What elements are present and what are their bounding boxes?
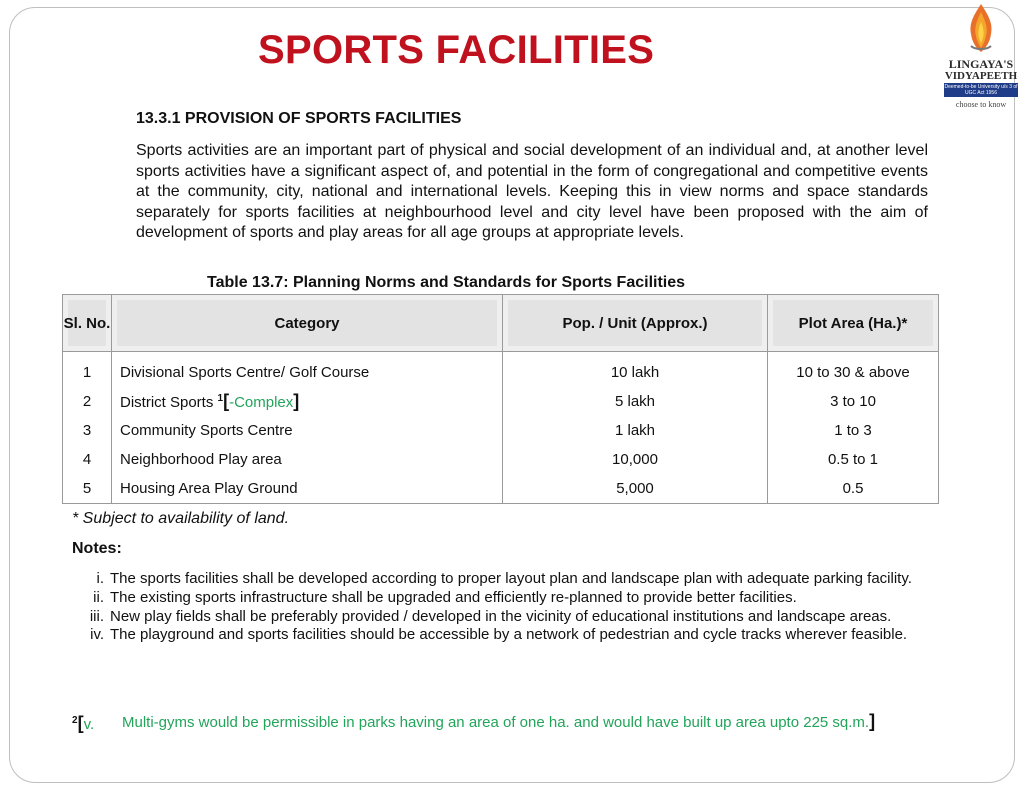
inserted-text: -Complex [229, 394, 294, 411]
footnote-bracket-open: [ [77, 713, 84, 733]
cell-sl: 1 [63, 352, 112, 388]
note-text: New play fields shall be preferably provided / developed in the vicinity of educational institutions and landscape areas. [110, 607, 892, 625]
note-number: iv. [90, 626, 104, 644]
cell-category: Neighborhood Play area [112, 445, 503, 474]
section-heading: 13.3.1 PROVISION OF SPORTS FACILITIES [136, 110, 462, 127]
table-row [63, 474, 939, 504]
cell-category: Divisional Sports Centre/ Golf Course [112, 352, 503, 388]
cell-plot-area: 0.5 to 1 [768, 445, 939, 474]
footnote-bracket-close: ] [869, 711, 876, 731]
cell-population: 5,000 [503, 474, 768, 504]
list-item [72, 589, 928, 608]
table-row [63, 387, 939, 416]
cell-sl: 4 [63, 445, 112, 474]
logo-line-1: LINGAYA'S [948, 57, 1014, 71]
section-paragraph: Sports activities are an important part of physical and social development of an individual and, at another level sports activities have a significant aspect of, and potential in the form of congregational and competitive events at the community, city, national and international levels. Keeping this in view norms and space standards separately for sports facilities at neighbourhood level and city level have been proposed with the aim of development of sports and play areas for all age groups at appropriate levels. [136, 142, 928, 242]
logo-line-3: Deemed-to-be University u/s 3 of UGC Act 1956 [944, 84, 1018, 96]
table-row [63, 352, 939, 388]
notes-list [72, 570, 928, 645]
list-item [72, 626, 928, 645]
cell-sl: 3 [63, 416, 112, 445]
header-plot-area: Plot Area (Ha.)* [768, 295, 939, 352]
flame-icon [963, 2, 999, 56]
note-number: iii. [89, 607, 104, 625]
table-header-row [63, 295, 939, 352]
sports-norms-table [62, 294, 939, 504]
footnote-body [122, 710, 928, 736]
footnote-number: v. [83, 716, 95, 733]
cell-sl: 2 [63, 387, 112, 416]
category-text: District Sports [120, 394, 218, 411]
list-item [72, 570, 928, 589]
footnote-text: Multi-gyms would be permissible in parks having an area of one ha. and would have built up area upto 225 sq.m. [122, 714, 870, 731]
footnote-marker: 1 [217, 393, 224, 404]
footnote-mark [72, 710, 122, 736]
footnote [72, 710, 928, 736]
cell-category [112, 387, 503, 416]
university-logo [940, 2, 1022, 118]
cell-plot-area: 0.5 [768, 474, 939, 504]
note-text: The sports facilities shall be developed according to proper layout plan and landscape plan with adequate parking facility. [110, 570, 912, 587]
list-item [72, 608, 928, 627]
table-row [63, 416, 939, 445]
cell-plot-area: 3 to 10 [768, 387, 939, 416]
header-category: Category [112, 295, 503, 352]
cell-population: 10,000 [503, 445, 768, 474]
table-row [63, 445, 939, 474]
cell-population: 10 lakh [503, 352, 768, 388]
cell-plot-area: 1 to 3 [768, 416, 939, 445]
note-number: i. [96, 570, 104, 587]
header-population: Pop. / Unit (Approx.) [503, 295, 768, 352]
cell-plot-area: 10 to 30 & above [768, 352, 939, 388]
notes-heading: Notes: [72, 540, 122, 557]
note-number: ii. [93, 588, 104, 606]
logo-line-2: VIDYAPEETH [944, 70, 1018, 82]
bracket-open: [ [223, 391, 230, 411]
availability-note: * Subject to availability of land. [72, 510, 290, 527]
cell-category: Community Sports Centre [112, 416, 503, 445]
bracket-close: ] [293, 391, 300, 411]
slide-title: SPORTS FACILITIES [258, 28, 655, 72]
footnote-sup: 2 [72, 715, 78, 726]
cell-sl: 5 [63, 474, 112, 504]
cell-population: 1 lakh [503, 416, 768, 445]
cell-population: 5 lakh [503, 387, 768, 416]
table-caption: Table 13.7: Planning Norms and Standards for Sports Facilities [207, 274, 686, 291]
logo-tagline: choose to know [955, 100, 1007, 109]
cell-category: Housing Area Play Ground [112, 474, 503, 504]
header-sl-no: Sl. No. [63, 295, 112, 352]
note-text: The playground and sports facilities should be accessible by a network of pedestrian and cycle tracks wherever feasible. [110, 626, 908, 644]
note-text: The existing sports infrastructure shall be upgraded and efficiently re-planned to provide better facilities. [110, 588, 797, 606]
